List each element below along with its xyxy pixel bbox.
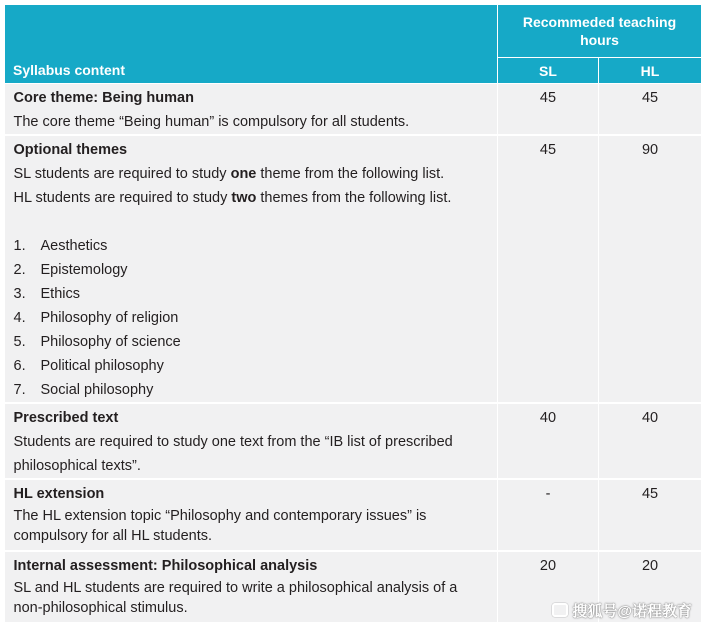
row-description: SL students are required to study one theme from the following list. [13,166,445,182]
hl-header: HL [599,58,702,84]
row-title: Internal assessment: Philosophical analysis [13,558,318,574]
row-description: The core theme “Being human” is compulsory for all students. [13,114,410,130]
table-row [5,135,702,403]
syllabus-cell [5,551,498,623]
list-item: 3. Ethics [13,286,80,302]
list-item: 6. Political philosophy [13,358,164,374]
camera-icon [552,603,568,617]
syllabus-cell [5,403,498,479]
list-item: 5. Philosophy of science [13,334,181,350]
table-row [5,479,702,551]
sl-hours: 20 [498,551,599,623]
table-row [5,403,702,479]
syllabus-cell [5,479,498,551]
row-description: HL students are required to study two themes from the following list. [13,190,452,206]
list-item: 2. Epistemology [13,262,128,278]
row-title: Optional themes [13,142,128,158]
table-row [5,84,702,136]
hl-hours: 45 [599,84,702,136]
row-title: Core theme: Being human [13,90,194,106]
hl-hours: 90 [599,135,702,403]
list-item: 1. Aesthetics [13,238,108,254]
row-description: SL and HL students are required to write a philosophical analysis of a non-philosophical stimulus. [13,580,458,616]
syllabus-cell [5,84,498,136]
list-item: 4. Philosophy of religion [13,310,179,326]
row-title: HL extension [13,486,105,502]
sl-hours: - [498,479,599,551]
sl-hours: 45 [498,135,599,403]
list-item: 7. Social philosophy [13,382,154,398]
theme-list [14,234,490,402]
hl-hours: 45 [599,479,702,551]
syllabus-cell [5,135,498,403]
hl-hours: 20 [599,551,702,623]
row-title: Prescribed text [13,410,119,426]
row-description: The HL extension topic “Philosophy and contemporary issues” is compulsory for all HL students. [13,508,427,544]
row-description: Students are required to study one text from the “IB list of prescribed philosophical texts”. [13,434,453,474]
syllabus-table [4,4,702,624]
recommended-hours-header: Recommeded teaching hours [498,5,702,58]
sl-header: SL [498,58,599,84]
sl-hours: 40 [498,403,599,479]
watermark: 搜狐号@诺程教育 [552,600,692,621]
hl-hours: 40 [599,403,702,479]
syllabus-content-header: Syllabus content [5,5,498,84]
sl-hours: 45 [498,84,599,136]
